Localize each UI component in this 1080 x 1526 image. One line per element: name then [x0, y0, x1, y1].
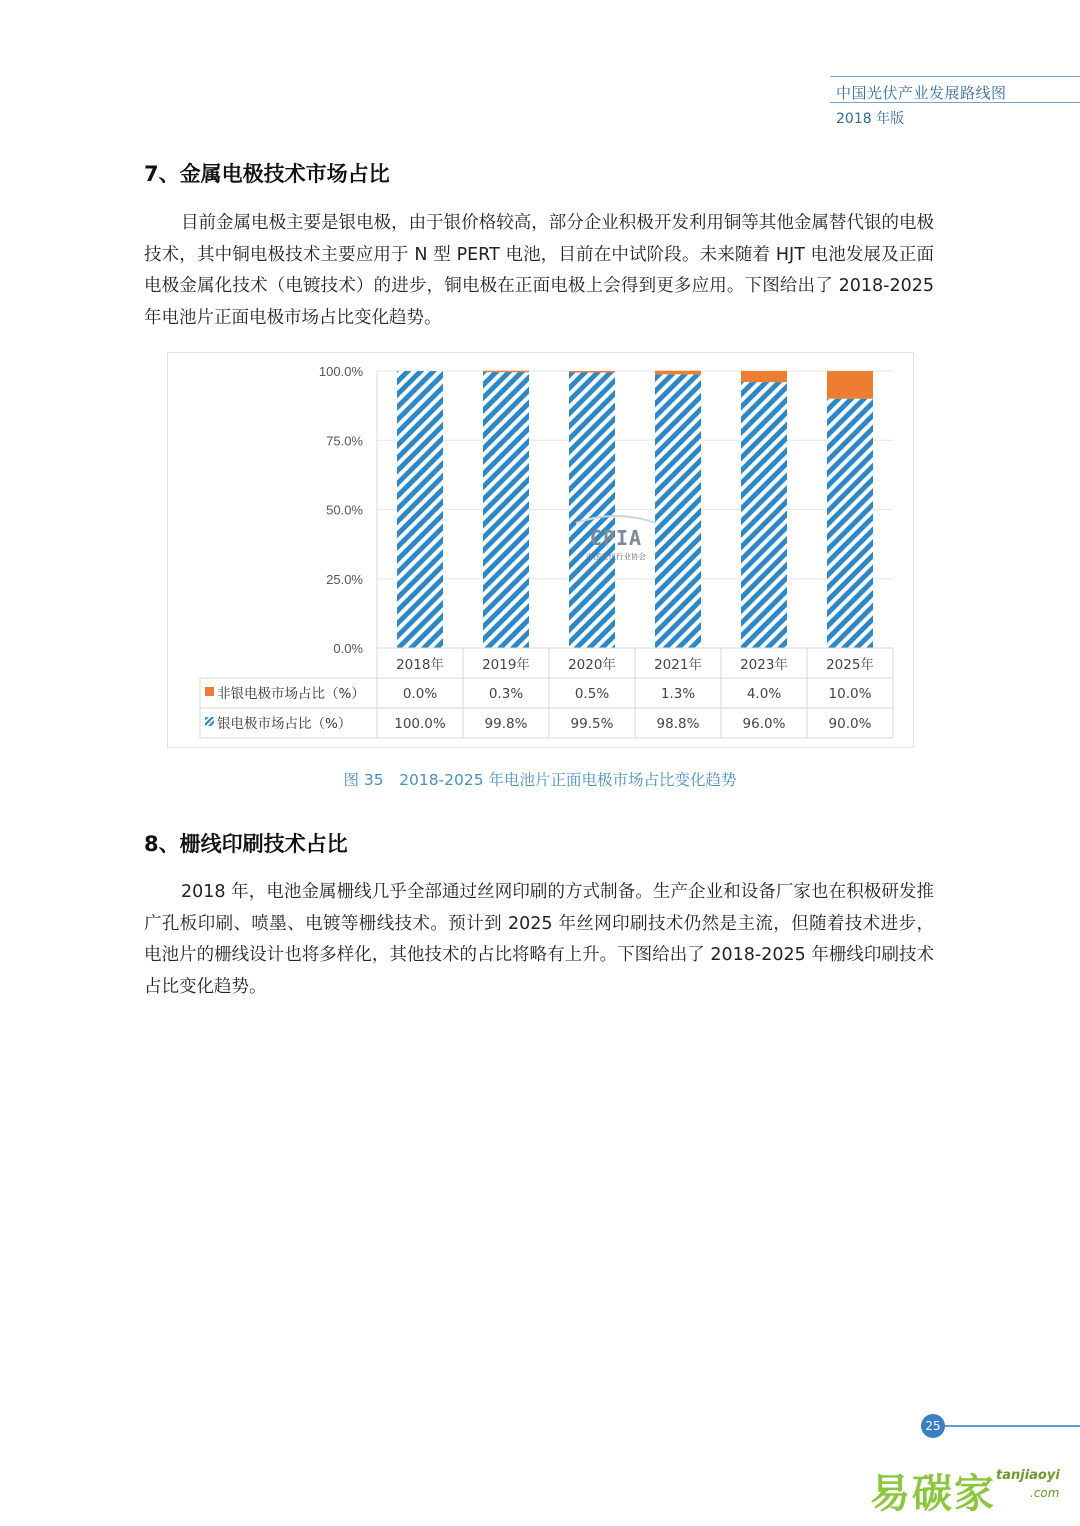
table-value: 100.0%: [394, 716, 446, 732]
header-edition: 2018 年版: [836, 111, 905, 127]
site-watermark-brand: 易碳家: [870, 1471, 996, 1517]
bar-silver-electrode: [827, 399, 873, 648]
table-value: 90.0%: [828, 716, 872, 732]
x-category-label: 2023年: [740, 657, 788, 673]
table-value: 96.0%: [742, 716, 786, 732]
legend-series-label: 非银电极市场占比（%）: [217, 686, 365, 702]
y-tick-label: 25.0%: [326, 571, 363, 587]
table-value: 99.8%: [484, 716, 528, 732]
bar-silver-electrode: [483, 372, 529, 648]
x-category-label: 2021年: [654, 657, 702, 673]
x-category-label: 2019年: [482, 657, 530, 673]
page-number: 25: [921, 1414, 945, 1438]
section-8-paragraph: [144, 877, 934, 1003]
y-tick-label: 100.0%: [318, 364, 363, 379]
table-value: 98.8%: [656, 716, 700, 732]
watermark-subtext: 中国光伏行业协会: [586, 552, 646, 561]
y-tick-label: 50.0%: [326, 502, 363, 518]
bar-silver-electrode: [741, 382, 787, 648]
section-7-paragraph: [144, 208, 934, 334]
page-number-rule: [945, 1425, 1080, 1427]
site-watermark-tld: .com: [1030, 1486, 1060, 1500]
bar-non-silver-electrode: [827, 371, 873, 399]
legend-series-label: 银电极市场占比（%）: [217, 716, 352, 732]
bar-non-silver-electrode: [569, 371, 615, 373]
site-watermark-domain: tanjiaoyi: [996, 1468, 1060, 1483]
table-value: 4.0%: [746, 686, 782, 702]
table-value: 0.5%: [574, 686, 610, 702]
chart-figure-35: [167, 352, 914, 748]
section-8-paragraph-text: 2018 年，电池金属栅线几乎全部通过丝网印刷的方式制备。生产企业和设备厂家也在积极研发推广孔板印刷、喷墨、电镀等栅线技术。预计到 2025 年丝网印刷技术仍然是主流，但随着技术进步，电池片的栅线设计也将多样化，其他技术的占比将略有上升。下图给出了 2018-2025 年栅线印刷技术占比变化趋势。: [144, 882, 934, 997]
table-value: 99.5%: [570, 716, 614, 732]
legend-swatch-silver: [205, 717, 214, 726]
section-7-paragraph-text: 目前金属电极主要是银电极，由于银价格较高，部分企业积极开发利用铜等其他金属替代银的电极技术，其中铜电极技术主要应用于 N 型 PERT 电池，目前在中试阶段。未来随着 HJT 电池发展及正面电极金属化技术（电镀技术）的进步，铜电极在正面电极上会得到更多应用。下图给出了 2018-2025 年电池片正面电极市场占比变化趋势。: [144, 213, 934, 328]
chart-gridlines: [377, 371, 893, 648]
figure-caption: 图 35 2018-2025 年电池片正面电极市场占比变化趋势: [343, 771, 737, 789]
x-category-label: 2018年: [396, 657, 444, 673]
header-title: 中国光伏产业发展路线图: [836, 84, 1007, 102]
header-rule-middle: [830, 102, 1080, 103]
table-value: 0.0%: [402, 686, 438, 702]
table-value: 1.3%: [660, 686, 696, 702]
bar-non-silver-electrode: [483, 371, 529, 373]
chart-data-table: [200, 371, 893, 738]
table-value: 10.0%: [828, 686, 872, 702]
legend-swatch-non-silver: [205, 687, 214, 696]
watermark-text: CPIA: [589, 526, 643, 550]
section-7-title: 7、金属电极技术市场占比: [144, 162, 390, 186]
bar-silver-electrode: [569, 372, 615, 648]
x-category-label: 2020年: [568, 657, 616, 673]
x-category-label: 2025年: [826, 657, 874, 673]
y-tick-label: 0.0%: [333, 641, 363, 656]
header-rule-top: [830, 76, 1080, 77]
bar-non-silver-electrode: [741, 371, 787, 382]
stacked-bar-chart: [168, 353, 913, 747]
bar-non-silver-electrode: [655, 371, 701, 375]
bar-silver-electrode: [655, 374, 701, 648]
table-value: 0.3%: [488, 686, 524, 702]
bar-silver-electrode: [397, 371, 443, 648]
section-8-title: 8、栅线印刷技术占比: [144, 832, 348, 856]
y-tick-label: 75.0%: [326, 433, 363, 449]
chart-y-axis: [319, 364, 364, 656]
